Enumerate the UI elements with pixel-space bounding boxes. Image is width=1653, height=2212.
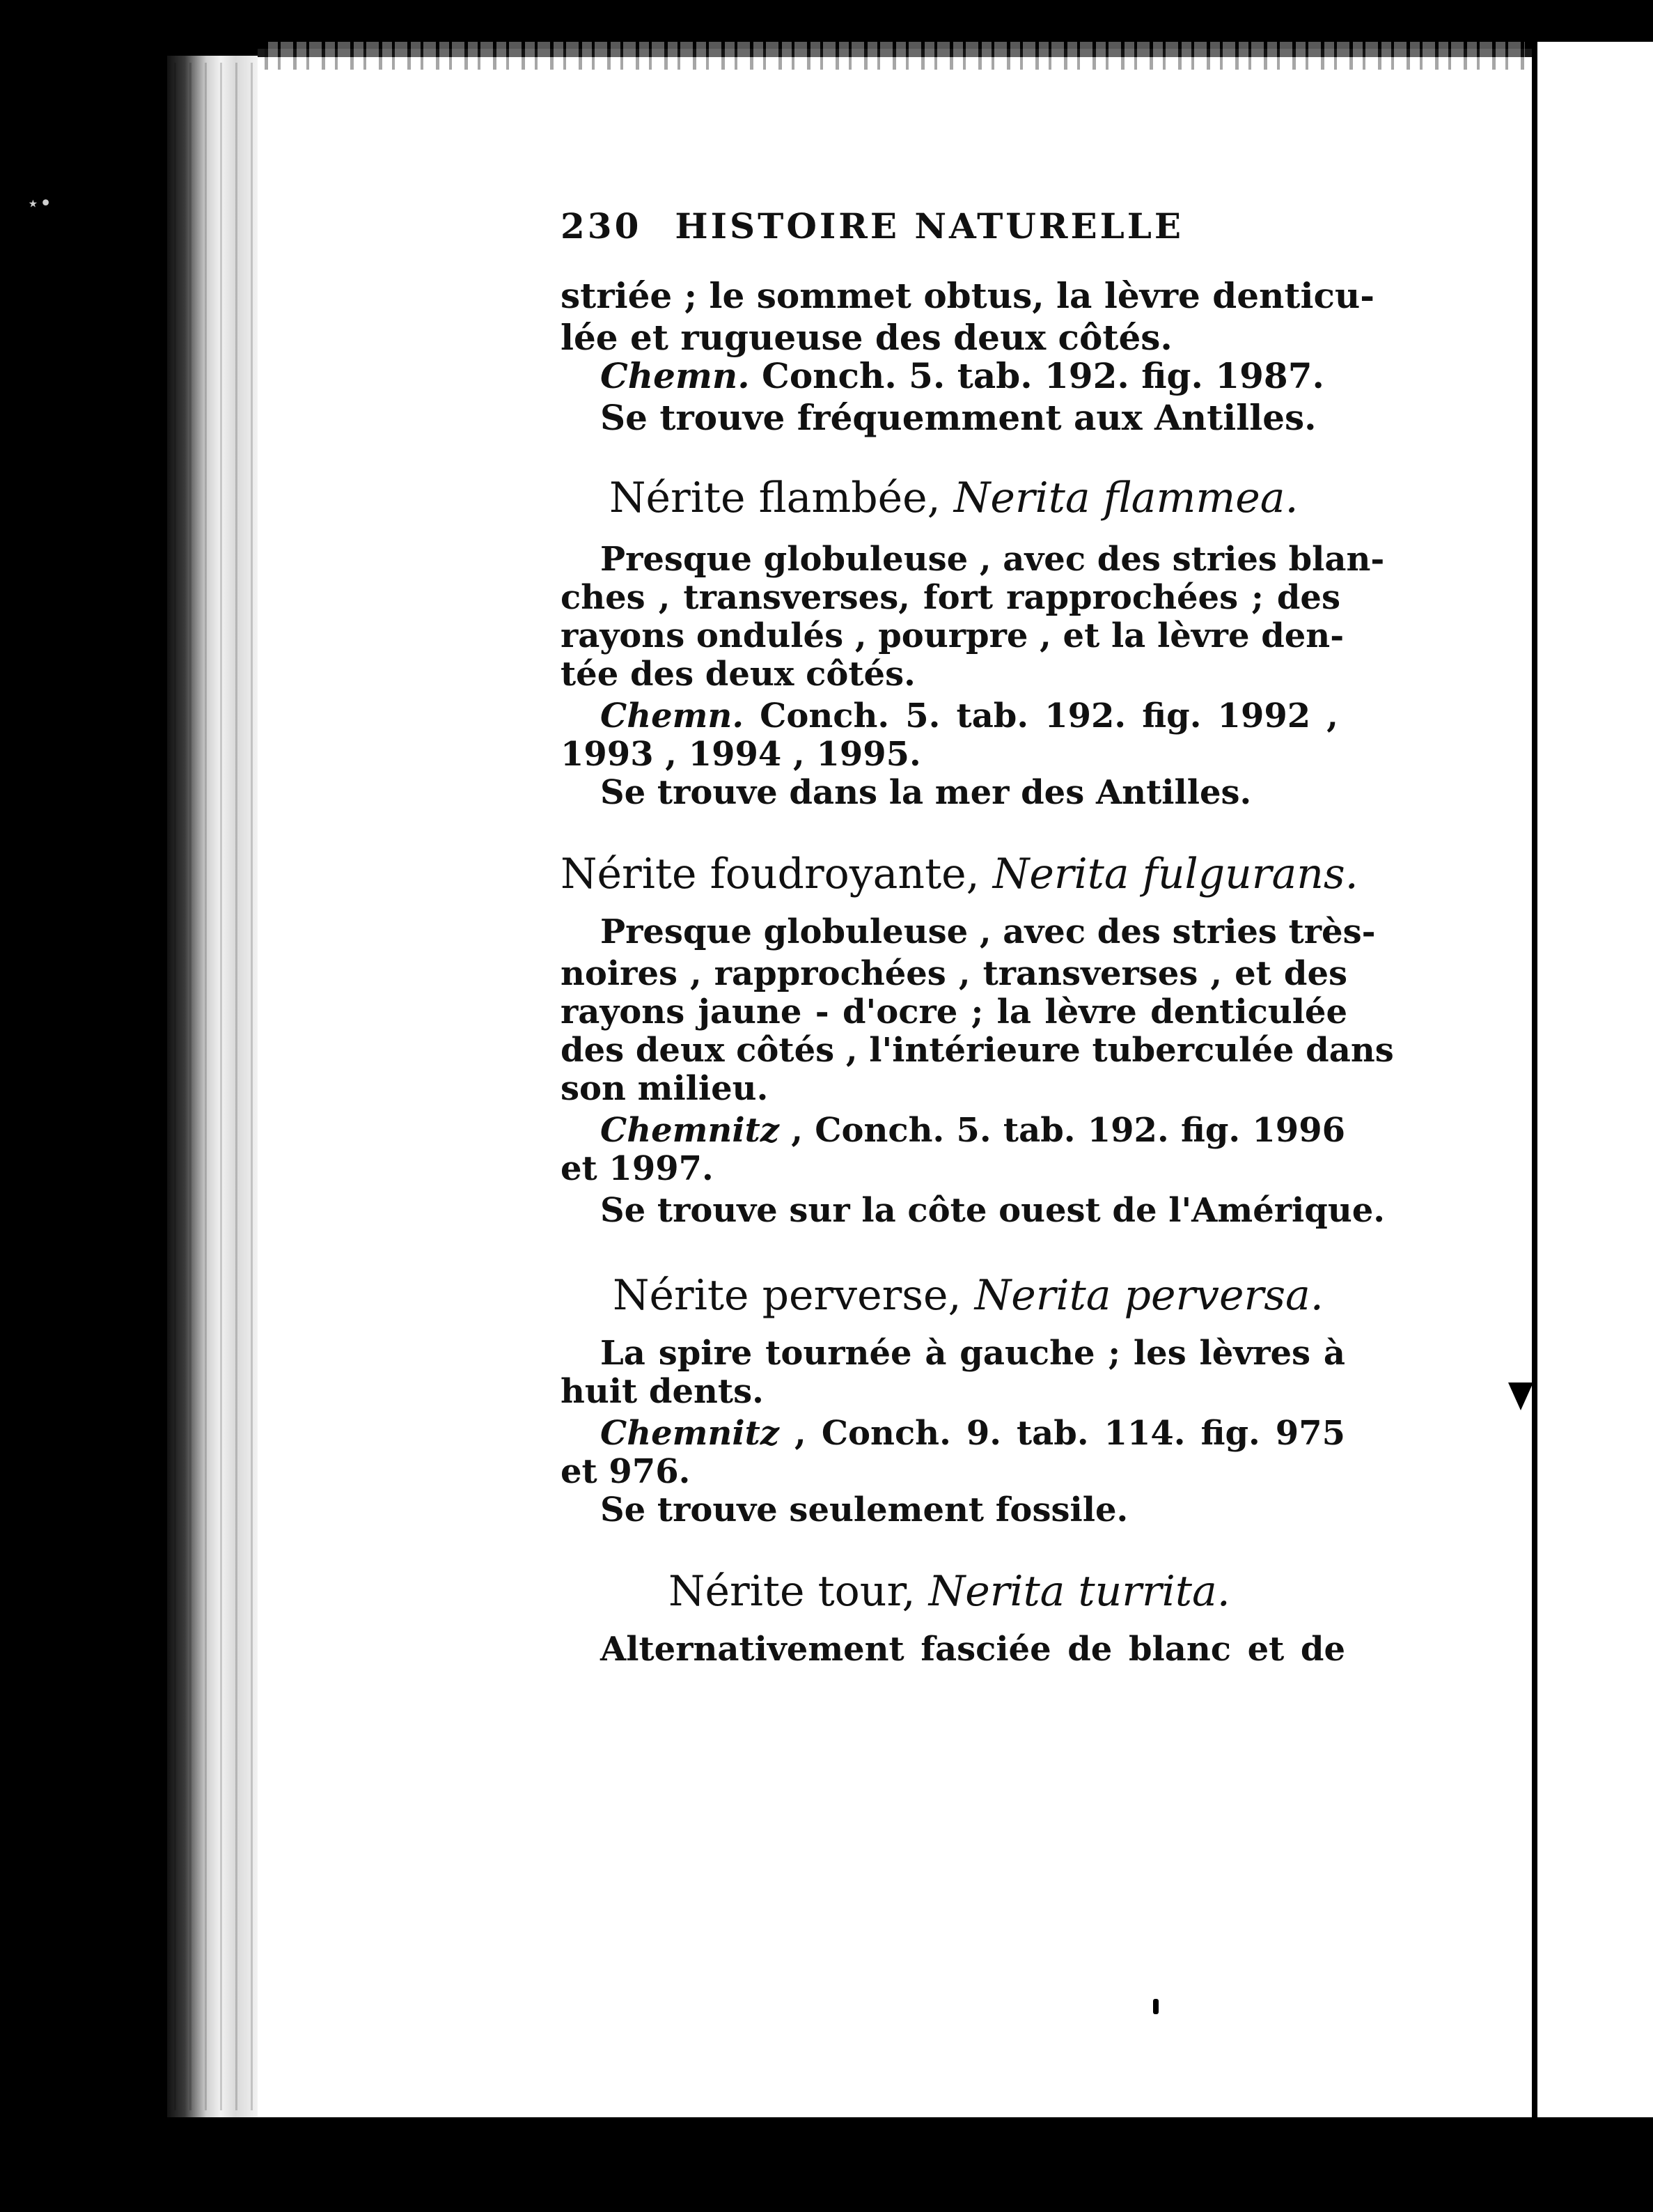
reference-author: Chemnitz	[600, 1111, 779, 1150]
text-line: Alternativement fasciée de blanc et de	[600, 1630, 1345, 1669]
species-title	[668, 1567, 1230, 1616]
species-name-fr: Nérite perverse,	[613, 1271, 975, 1320]
next-page-strip	[1547, 42, 1653, 2131]
species-title	[609, 474, 1299, 522]
text-line: Presque globuleuse , avec des stries très-	[600, 912, 1376, 951]
reference-continuation: et 1997.	[561, 1149, 714, 1188]
page-stack-lines	[174, 63, 258, 2110]
habitat-line: Se trouve fréquemment aux Antilles.	[600, 397, 1317, 438]
species-name-la: Nerita turrita.	[928, 1567, 1230, 1616]
species-name-fr: Nérite tour,	[668, 1567, 929, 1616]
text-line: son milieu.	[561, 1069, 769, 1108]
reference-line	[600, 1414, 1345, 1453]
text-line: noires , rapprochées , transverses , et des	[561, 954, 1347, 993]
habitat-line: Se trouve dans la mer des Antilles.	[600, 773, 1252, 812]
species-name-fr: Nérite flambée,	[609, 474, 954, 522]
page-top-edge	[265, 42, 1525, 70]
species-name-fr: Nérite foudroyante,	[561, 850, 993, 898]
reference-line	[600, 1111, 1345, 1150]
text-line: des deux côtés , l'intérieure tuberculée dans	[561, 1031, 1394, 1070]
species-name-la: Nerita flammea.	[953, 474, 1299, 522]
text-line: lée et rugueuse des deux côtés.	[561, 317, 1173, 358]
reference-text: , Conch. 9. tab. 114. fig. 975	[779, 1414, 1345, 1453]
text-line: striée ; le sommet obtus, la lèvre denticu-	[561, 275, 1375, 316]
page-number: 230	[561, 205, 642, 247]
reference-text: Conch. 5. tab. 192. fig. 1992 ,	[744, 696, 1338, 735]
reference-line	[600, 696, 1338, 735]
margin-arrow-mark	[1508, 1382, 1533, 1410]
reference-author: Chemnitz	[600, 1414, 779, 1453]
text-line: tée des deux côtés.	[561, 655, 916, 694]
running-header	[561, 205, 1354, 247]
text-line: rayons ondulés , pourpre , et la lèvre den-	[561, 616, 1345, 655]
scan-mark: ⋆•	[26, 192, 52, 216]
text-line: huit dents.	[561, 1372, 764, 1411]
reference-line	[600, 355, 1324, 396]
text-line: Presque globuleuse , avec des stries blan-	[600, 540, 1385, 579]
species-title	[613, 1271, 1324, 1320]
reference-text: Conch. 5. tab. 192. fig. 1987.	[749, 355, 1324, 396]
species-name-la: Nerita perversa.	[974, 1271, 1324, 1320]
habitat-line: Se trouve seulement fossile.	[600, 1490, 1129, 1529]
scan-bottom-border	[167, 2117, 1653, 2212]
text-line: rayons jaune - d'ocre ; la lèvre denticulée	[561, 992, 1347, 1031]
text-line: ches , transverses, fort rapprochées ; des	[561, 578, 1340, 617]
habitat-line: Se trouve sur la côte ouest de l'Amérique.	[600, 1191, 1385, 1230]
running-title: HISTOIRE NATURELLE	[675, 205, 1184, 247]
reference-continuation: et 976.	[561, 1452, 691, 1491]
species-title	[561, 850, 1358, 898]
reference-author: Chemn.	[600, 696, 744, 735]
reference-text: , Conch. 5. tab. 192. fig. 1996	[779, 1111, 1345, 1150]
reference-author: Chemn.	[600, 355, 750, 396]
reference-continuation: 1993 , 1994 , 1995.	[561, 735, 921, 774]
ink-speck	[1153, 1999, 1159, 2014]
species-name-la: Nerita fulgurans.	[992, 850, 1358, 898]
text-line: La spire tournée à gauche ; les lèvres à	[600, 1334, 1345, 1373]
